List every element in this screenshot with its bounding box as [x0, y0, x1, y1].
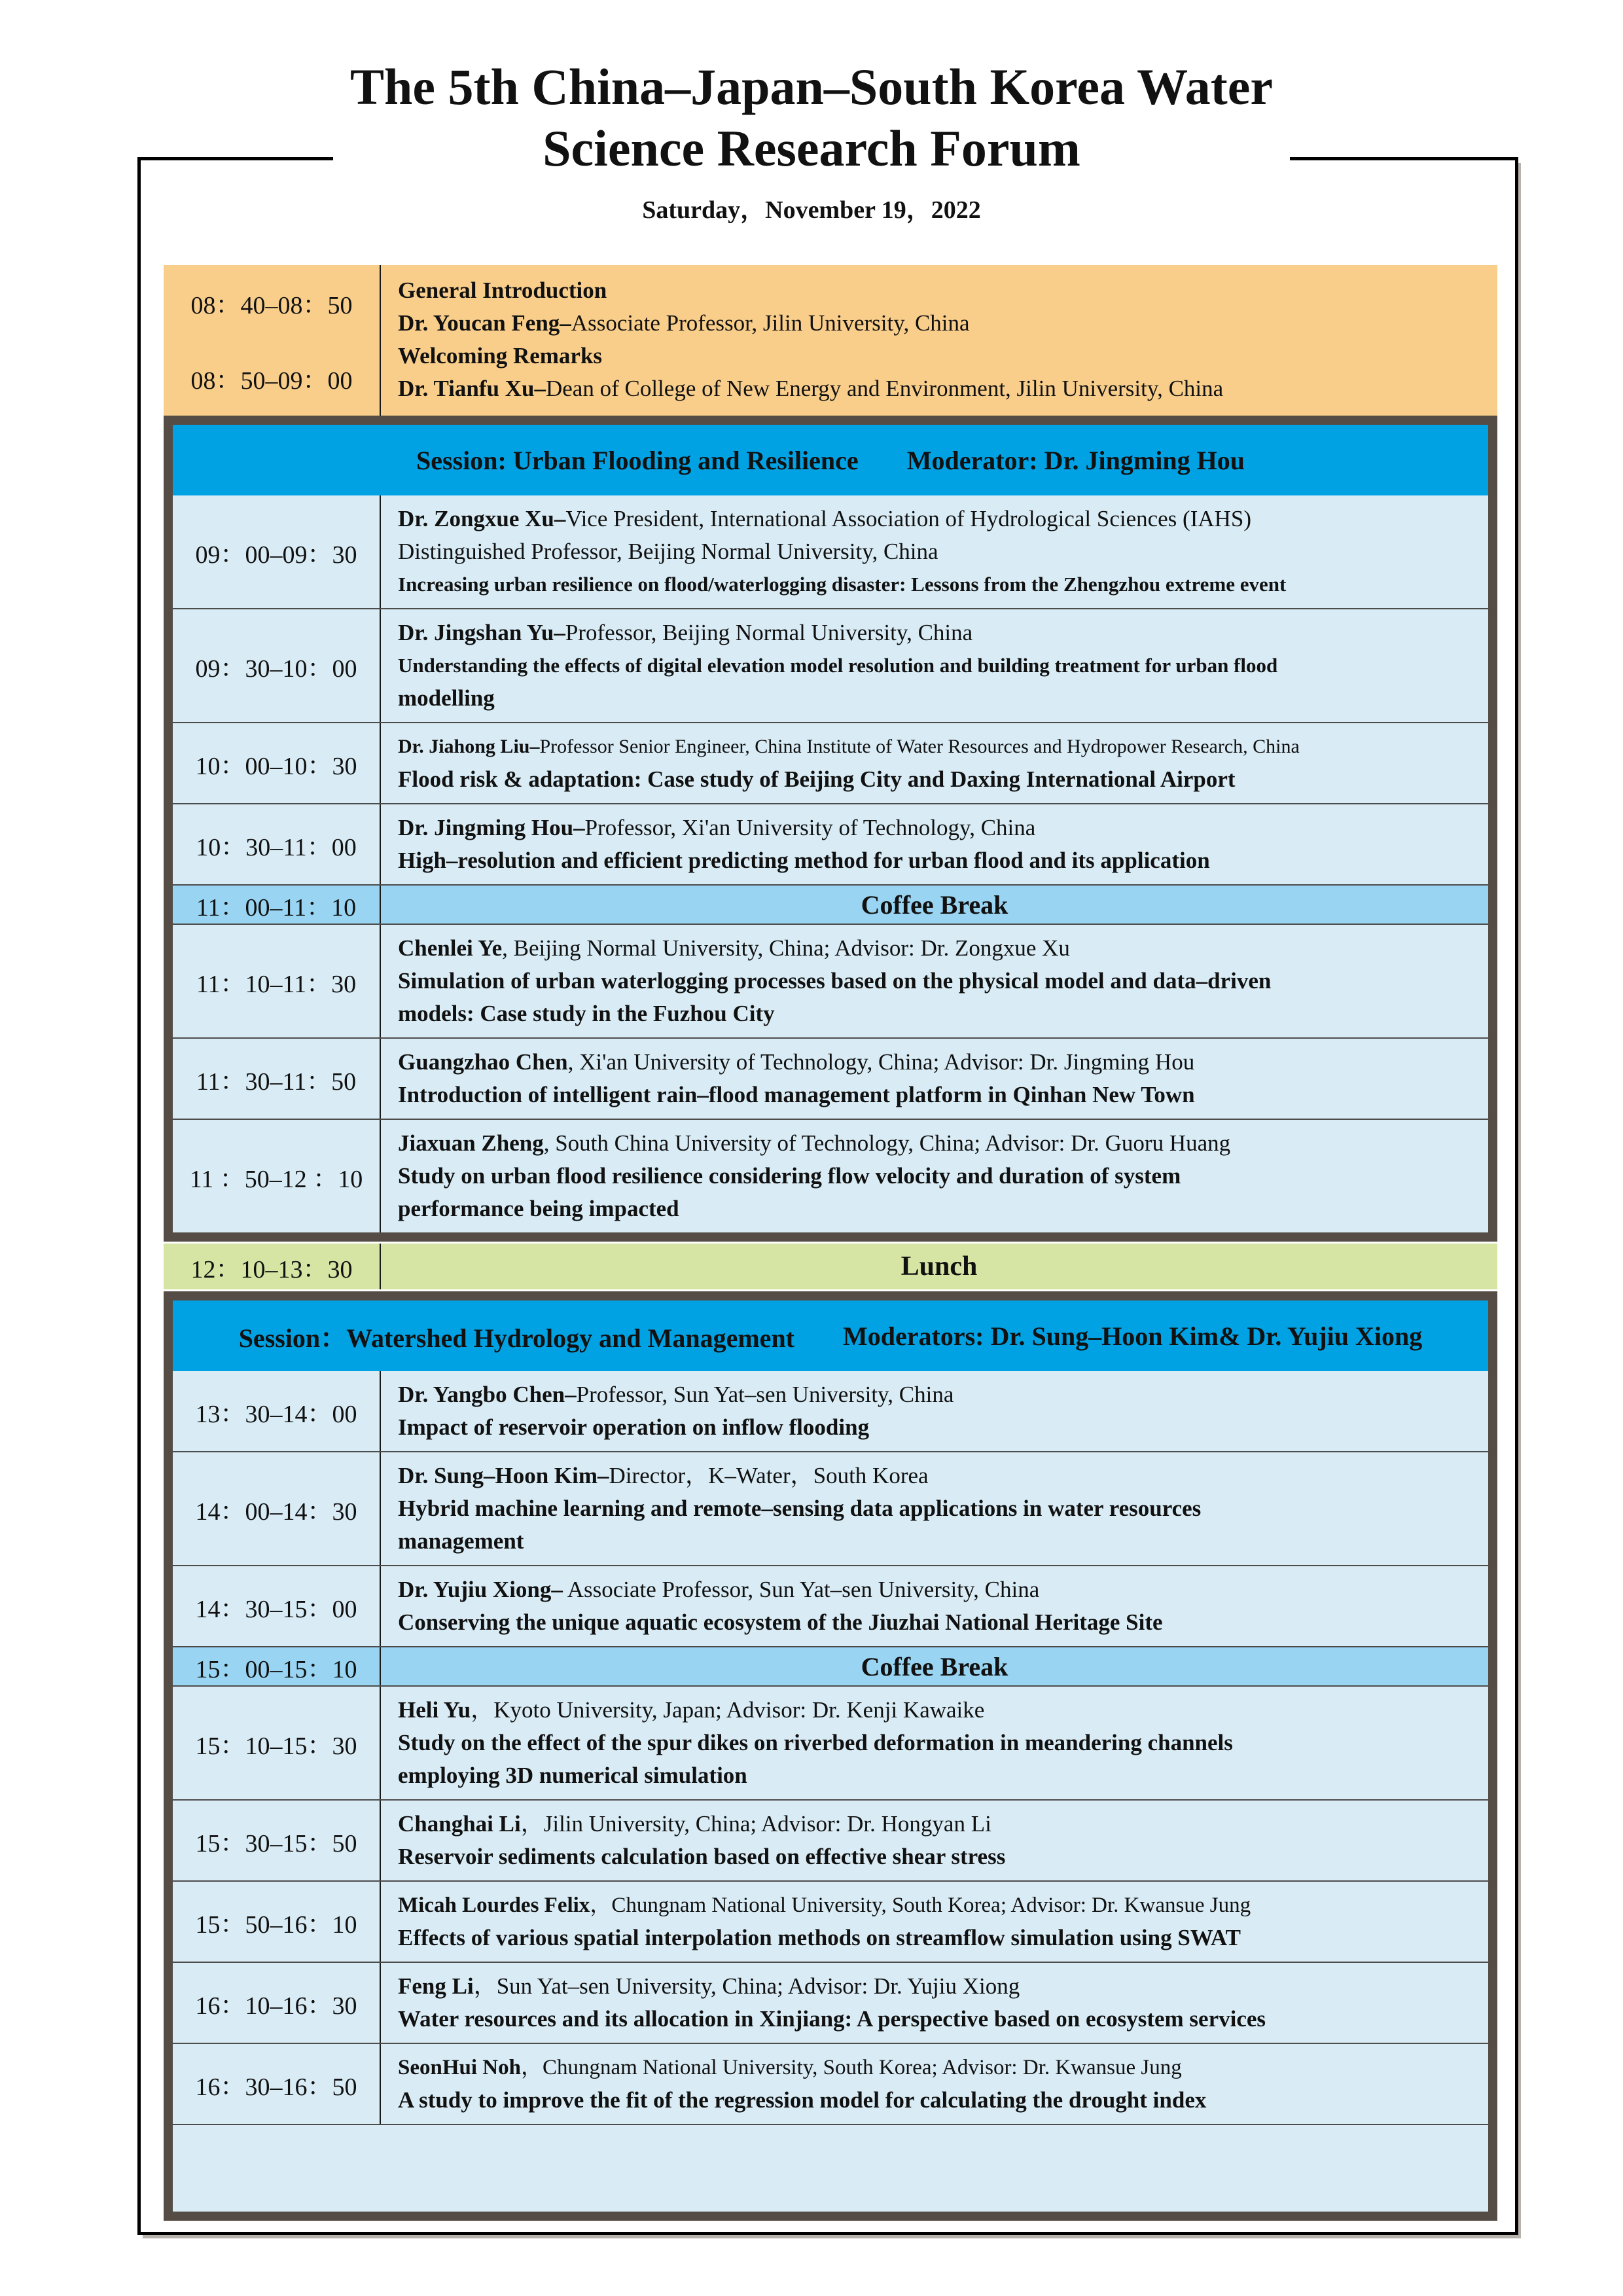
schedule-row — [173, 608, 1488, 722]
regular-text: Associate Professor, Sun Yat–sen University, China — [562, 1577, 1040, 1602]
regular-text: Associate Professor, Jilin University, China — [571, 310, 970, 336]
emphasis-text: Water resources and its allocation in Xinjiang: A perspective based on ecosystem services — [398, 2006, 1266, 2032]
regular-text: Vice President, International Association of Hydrological Sciences (IAHS) — [565, 506, 1252, 531]
emphasis-text: Jiaxuan Zheng — [398, 1130, 544, 1156]
emphasis-text: Study on the effect of the spur dikes on riverbed deformation in meandering channels — [398, 1730, 1233, 1755]
text-line — [398, 812, 1484, 844]
emphasis-text: Dr. Zongxue Xu– — [398, 506, 566, 531]
emphasis-text: Dr. Sung–Hoon Kim– — [398, 1463, 609, 1488]
text-line — [398, 965, 1484, 997]
text-line — [398, 617, 1484, 649]
schedule-row — [173, 1880, 1488, 1962]
emphasis-text: Micah Lourdes Felix — [398, 1893, 590, 1917]
emphasis-text: Dr. Yujiu Xiong– — [398, 1577, 563, 1602]
emphasis-text: modelling — [398, 685, 495, 711]
text-line — [398, 932, 1484, 965]
time-cell: 11：30–11：50 — [173, 1039, 381, 1119]
regular-text: Director，K–Water，South Korea — [609, 1463, 929, 1488]
lunch-row — [164, 1244, 1497, 1289]
emphasis-text: Welcoming Remarks — [398, 343, 603, 368]
session-header — [173, 1300, 1488, 1371]
time-cell: 09：00–09：30 — [173, 495, 381, 608]
text-line — [398, 1606, 1484, 1639]
page-title-line2: Science Research Forum — [543, 119, 1080, 177]
emphasis-text: Effects of various spatial interpolation methods on streamflow simulation using SWAT — [398, 1925, 1241, 1950]
text-line — [398, 1492, 1484, 1525]
emphasis-text: General Introduction — [398, 278, 607, 303]
text-line — [398, 372, 1493, 405]
emphasis-text: Changhai Li — [398, 1811, 521, 1837]
text-line — [398, 503, 1484, 535]
event-date: Saturday，November 19，2022 — [642, 196, 981, 224]
talk-cell — [381, 1452, 1488, 1565]
session-title: Session：Watershed Hydrology and Management — [238, 1323, 795, 1353]
opening-block — [164, 265, 1497, 416]
emphasis-text: Chenlei Ye — [398, 935, 503, 961]
schedule-row — [173, 803, 1488, 884]
schedule-row — [173, 1685, 1488, 1799]
regular-text: Distinguished Professor, Beijing Normal University, China — [398, 539, 938, 564]
text-line — [398, 1970, 1484, 2003]
emphasis-text: Flood risk & adaptation: Case study of Beijing City and Daxing International Airport — [398, 766, 1236, 792]
talk-cell — [381, 723, 1488, 803]
emphasis-text: Understanding the effects of digital elevation model resolution and building treatment for urban flood — [398, 654, 1278, 677]
text-line — [398, 274, 1493, 307]
talk-cell — [381, 1882, 1488, 1962]
talk-cell — [381, 1963, 1488, 2043]
text-line — [398, 1525, 1484, 1558]
coffee-break-row — [173, 884, 1488, 924]
talk-cell — [381, 1039, 1488, 1119]
opening-time-column — [164, 265, 381, 416]
regular-text: ，Sun Yat–sen University, China; Advisor: Dr. Yujiu Xiong — [473, 1973, 1020, 1999]
schedule-row — [173, 1371, 1488, 1451]
regular-text: Professor, Beijing Normal University, China — [565, 620, 973, 645]
time-cell: 11：10–11：30 — [173, 925, 381, 1037]
time-cell: 13：30–14：00 — [173, 1371, 381, 1451]
regular-text: Professor, Sun Yat–sen University, China — [576, 1382, 954, 1407]
text-line — [398, 307, 1493, 340]
time-cell: 15：30–15：50 — [173, 1801, 381, 1880]
text-line — [398, 997, 1484, 1030]
text-line — [398, 535, 1484, 568]
text-line — [398, 1079, 1484, 1111]
talk-cell — [381, 495, 1488, 608]
regular-text: ，Chungnam National University, South Korea; Advisor: Dr. Kwansue Jung — [520, 2056, 1182, 2079]
schedule-row — [173, 1119, 1488, 1232]
time-cell: 16：30–16：50 — [173, 2044, 381, 2124]
regular-text: , Xi'an University of Technology, China; Advisor: Dr. Jingming Hou — [567, 1049, 1195, 1075]
talk-cell — [381, 1801, 1488, 1880]
talk-cell — [381, 1566, 1488, 1646]
regular-text: Professor, Xi'an University of Technology, China — [584, 815, 1036, 840]
opening-content — [381, 265, 1497, 416]
time-cell: 15：00–15：10 — [173, 1647, 381, 1685]
text-line — [398, 2051, 1484, 2084]
regular-text: ，Kyoto University, Japan; Advisor: Dr. Kenji Kawaike — [471, 1697, 985, 1723]
emphasis-text: Heli Yu — [398, 1697, 471, 1723]
emphasis-text: Dr. Youcan Feng– — [398, 310, 571, 336]
time-cell: 14：30–15：00 — [173, 1566, 381, 1646]
emphasis-text: employing 3D numerical simulation — [398, 1763, 747, 1788]
coffee-break-label: Coffee Break — [861, 1651, 1008, 1681]
session-moderator: Moderator: Dr. Jingming Hou — [906, 445, 1245, 475]
schedule-row — [173, 722, 1488, 803]
text-line — [398, 763, 1484, 796]
schedule-row — [173, 1451, 1488, 1565]
text-line — [398, 1759, 1484, 1792]
schedule-row — [173, 924, 1488, 1037]
schedule-row — [173, 2043, 1488, 2124]
time-cell: 10：00–10：30 — [173, 723, 381, 803]
text-line — [398, 844, 1484, 877]
regular-text: ，Jilin University, China; Advisor: Dr. Hongyan Li — [520, 1811, 991, 1837]
session-header — [173, 425, 1488, 495]
session-watershed-hydrology — [164, 1291, 1497, 2221]
emphasis-text: Simulation of urban waterlogging processes based on the physical model and data–driven — [398, 968, 1272, 994]
emphasis-text: High–resolution and efficient predicting method for urban flood and its application — [398, 848, 1210, 873]
emphasis-text: A study to improve the fit of the regression model for calculating the drought index — [398, 2087, 1207, 2113]
time-cell: 12：10–13：30 — [164, 1244, 381, 1289]
emphasis-text: SeonHui Noh — [398, 2056, 521, 2079]
regular-text: ，Chungnam National University, South Korea; Advisor: Dr. Kwansue Jung — [590, 1893, 1251, 1917]
emphasis-text: Dr. Tianfu Xu– — [398, 376, 546, 401]
emphasis-text: Guangzhao Chen — [398, 1049, 568, 1075]
time-cell: 14：00–14：30 — [173, 1452, 381, 1565]
talk-cell — [381, 609, 1488, 722]
text-line — [398, 1460, 1484, 1492]
regular-text: Professor Senior Engineer, China Institute of Water Resources and Hydropower Research, China — [539, 736, 1300, 757]
schedule-row — [173, 1799, 1488, 1880]
emphasis-text: Dr. Jingshan Yu– — [398, 620, 565, 645]
text-line — [398, 1127, 1484, 1160]
regular-text: Dean of College of New Energy and Environment, Jilin University, China — [545, 376, 1224, 401]
talk-cell — [381, 1371, 1488, 1451]
talk-cell — [381, 2044, 1488, 2124]
session-moderator: Moderators: Dr. Sung–Hoon Kim& Dr. Yujiu Xiong — [843, 1321, 1423, 1351]
time-cell: 16：10–16：30 — [173, 1963, 381, 2043]
time-cell: 10：30–11：00 — [173, 804, 381, 884]
page-title — [333, 56, 1290, 179]
page-title-line1: The 5th China–Japan–South Korea Water — [349, 58, 1274, 115]
text-line — [398, 1378, 1484, 1411]
emphasis-text: Reservoir sediments calculation based on effective shear stress — [398, 1844, 1006, 1869]
coffee-break-row — [173, 1646, 1488, 1685]
emphasis-text: management — [398, 1528, 524, 1554]
emphasis-text: Introduction of intelligent rain–flood management platform in Qinhan New Town — [398, 1082, 1195, 1107]
schedule-row — [173, 1962, 1488, 2043]
text-line — [398, 1922, 1484, 1954]
text-line — [398, 1193, 1484, 1225]
time-cell: 11 ：50–12 ：10 — [173, 1120, 381, 1232]
text-line — [398, 1694, 1484, 1727]
schedule-row — [173, 1565, 1488, 1646]
session-title: Session: Urban Flooding and Resilience — [416, 445, 859, 475]
regular-text: , South China University of Technology, China; Advisor: Dr. Guoru Huang — [543, 1130, 1231, 1156]
schedule-row — [173, 1037, 1488, 1119]
time-cell: 08：50–09：00 — [190, 367, 353, 395]
time-cell: 11：00–11：10 — [173, 886, 381, 924]
text-line — [398, 2084, 1484, 2117]
emphasis-text: Dr. Jingming Hou– — [398, 815, 585, 840]
time-cell: 08：40–08：50 — [190, 292, 353, 319]
emphasis-text: Increasing urban resilience on flood/waterlogging disaster: Lessons from the Zhengzhou extreme event — [398, 573, 1287, 596]
text-line — [398, 649, 1484, 682]
regular-text: , Beijing Normal University, China; Advisor: Dr. Zongxue Xu — [502, 935, 1070, 961]
talk-cell — [381, 1120, 1488, 1232]
emphasis-text: performance being impacted — [398, 1196, 679, 1221]
talk-cell — [381, 804, 1488, 884]
text-line — [398, 1160, 1484, 1193]
title-block — [0, 0, 1623, 225]
emphasis-text: Hybrid machine learning and remote–sensing data applications in water resources — [398, 1496, 1202, 1521]
text-line — [398, 568, 1484, 601]
text-line — [398, 2003, 1484, 2036]
time-cell: 15：10–15：30 — [173, 1687, 381, 1799]
time-cell: 15：50–16：10 — [173, 1882, 381, 1962]
coffee-break-label: Coffee Break — [861, 889, 1008, 920]
text-line — [398, 1840, 1484, 1873]
emphasis-text: Dr. Yangbo Chen– — [398, 1382, 577, 1407]
emphasis-text: Study on urban flood resilience considering flow velocity and duration of system — [398, 1163, 1181, 1189]
emphasis-text: Feng Li — [398, 1973, 474, 1999]
emphasis-text: Dr. Jiahong Liu– — [398, 736, 540, 757]
lunch-label: Lunch — [901, 1251, 978, 1282]
text-line — [398, 1808, 1484, 1840]
talk-cell — [381, 925, 1488, 1037]
time-cell: 09：30–10：00 — [173, 609, 381, 722]
text-line — [398, 682, 1484, 715]
text-line — [398, 730, 1484, 763]
emphasis-text: models: Case study in the Fuzhou City — [398, 1001, 775, 1026]
text-line — [398, 1411, 1484, 1444]
text-line — [398, 1889, 1484, 1922]
text-line — [398, 1727, 1484, 1759]
emphasis-text: Impact of reservoir operation on inflow flooding — [398, 1414, 870, 1440]
session-urban-flooding — [164, 416, 1497, 1242]
schedule-row — [173, 495, 1488, 608]
schedule — [164, 265, 1497, 2221]
emphasis-text: Conserving the unique aquatic ecosystem of the Jiuzhai National Heritage Site — [398, 1609, 1163, 1635]
text-line — [398, 1573, 1484, 1606]
text-line — [398, 340, 1493, 372]
text-line — [398, 1046, 1484, 1079]
talk-cell — [381, 1687, 1488, 1799]
empty-row — [173, 2124, 1488, 2212]
